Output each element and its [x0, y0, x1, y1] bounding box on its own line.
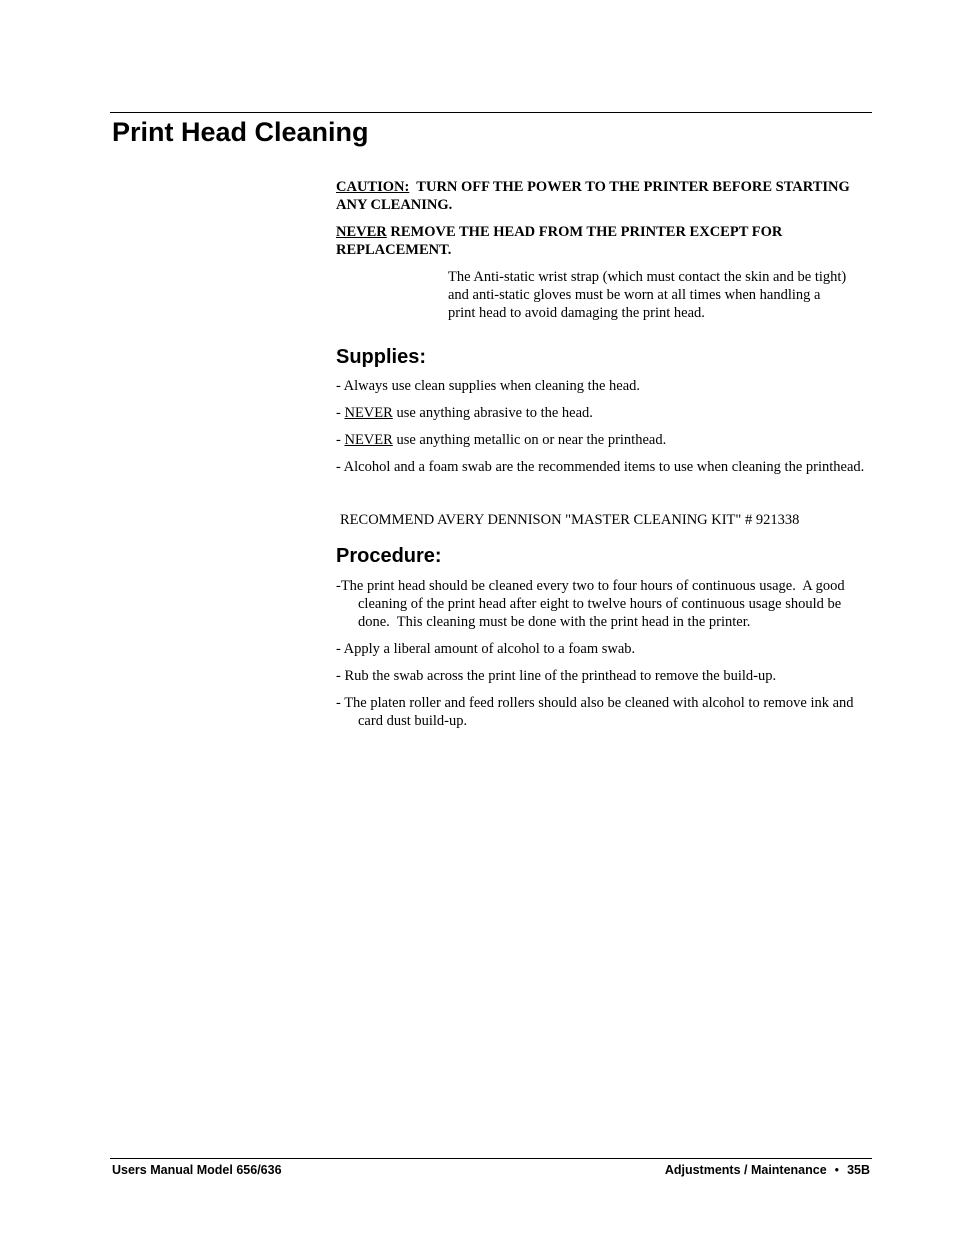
never-remove-warning [336, 223, 870, 259]
caution-text: TURN OFF THE POWER TO THE PRINTER BEFORE STARTING ANY CLEANING. [336, 179, 853, 213]
supplies-heading: Supplies: [336, 346, 427, 368]
procedure-item: - Apply a liberal amount of alcohol to a foam swab. [336, 641, 636, 657]
supplies-item: - Alcohol and a foam swab are the recommended items to use when cleaning the printhead. [336, 459, 865, 475]
never-label: NEVER [344, 432, 393, 448]
caution-label: CAUTION: [336, 179, 410, 195]
main-content [336, 178, 870, 739]
never-remove-label: NEVER [336, 224, 387, 240]
procedure-item: -The print head should be cleaned every two to four hours of continuous usage. A good cleaning of the print head after eight to twelve hours of continuous usage should be done. This cleaning must be done with the print head in the printer. [336, 578, 849, 630]
antistatic-note: The Anti-static wrist strap (which must contact the skin and be tight) and anti-static gloves must be worn at all times when handling a print head to avoid damaging the print head. [448, 269, 847, 321]
supplies-item [336, 404, 870, 422]
footer-bullet-separator: • [834, 1163, 840, 1177]
caution-warning [336, 178, 870, 214]
footer-manual-title: Users Manual Model 656/636 [112, 1163, 282, 1177]
procedure-heading: Procedure: [336, 545, 442, 567]
footer-section-name: Adjustments / Maintenance [664, 1163, 827, 1177]
never-label: NEVER [344, 405, 393, 421]
supplies-item-text: use anything abrasive to the head. [392, 405, 593, 421]
supplies-item-text: use anything metallic on or near the printhead. [392, 432, 667, 448]
procedure-item: - The platen roller and feed rollers should also be cleaned with alcohol to remove ink and card dust build-up. [336, 695, 854, 729]
page-title: Print Head Cleaning [112, 117, 369, 147]
footer-section [665, 1162, 870, 1178]
never-remove-text: REMOVE THE HEAD FROM THE PRINTER EXCEPT FOR REPLACEMENT. [336, 224, 783, 258]
cleaning-kit-recommendation: RECOMMEND AVERY DENNISON "MASTER CLEANING KIT" # 921338 [340, 512, 800, 528]
supplies-item-dash: - [336, 405, 345, 421]
bottom-rule [110, 1158, 872, 1159]
supplies-item [336, 431, 870, 449]
procedure-item: - Rub the swab across the print line of the printhead to remove the build-up. [336, 668, 777, 684]
supplies-item-dash: - [336, 432, 345, 448]
footer-page-number: 35B [847, 1163, 870, 1177]
supplies-item: - Always use clean supplies when cleaning the head. [336, 378, 641, 394]
top-rule [110, 112, 872, 113]
